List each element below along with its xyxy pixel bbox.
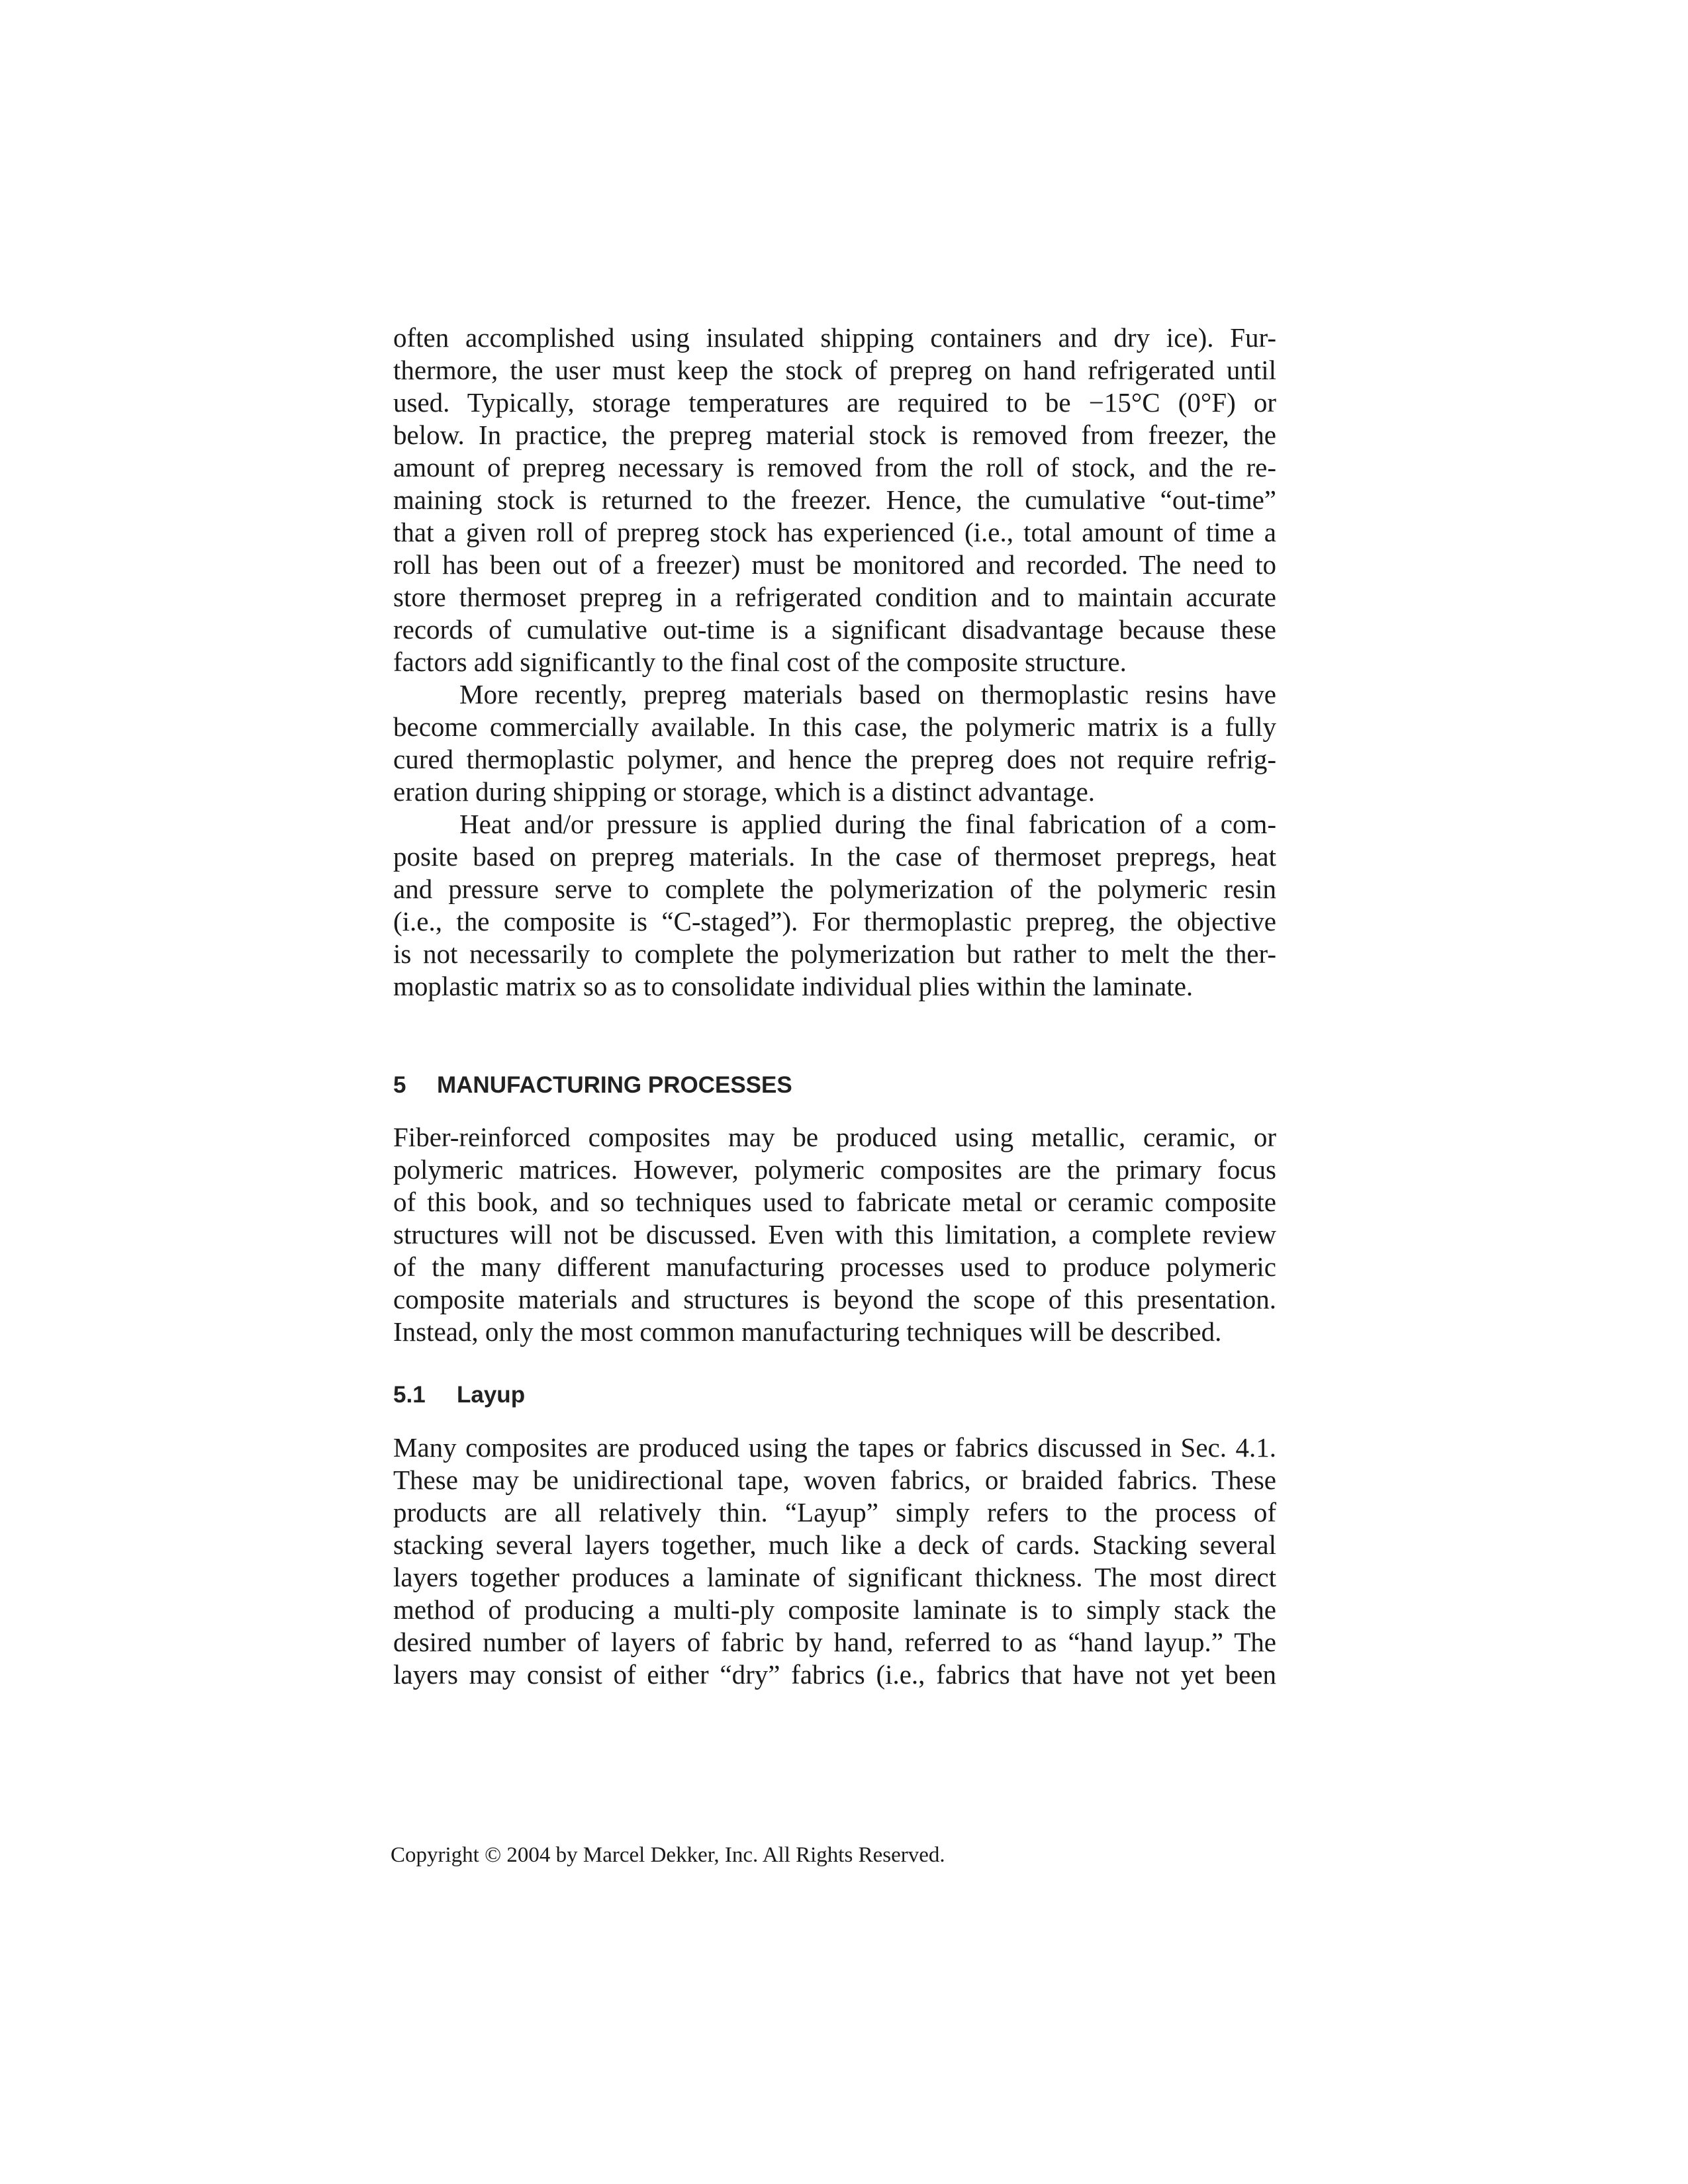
section-number: 5.1 [393, 1382, 426, 1408]
text-line: Heat and/or pressure is applied during the final fabrication of a com- [459, 809, 1276, 839]
section-heading-5-1 [393, 1382, 525, 1408]
text-line: moplastic matrix so as to consolidate individual plies within the laminate. [393, 971, 1194, 1001]
text-line: cured thermoplastic polymer, and hence the prepreg does not require refrig- [393, 744, 1276, 774]
section-title: MANUFACTURING PROCESSES [437, 1072, 792, 1098]
text-line: These may be unidirectional tape, woven fabrics, or braided fabrics. These [393, 1465, 1276, 1495]
text-line: of this book, and so techniques used to fabricate metal or ceramic composite [393, 1187, 1276, 1217]
text-line: amount of prepreg necessary is removed from the roll of stock, and the re- [393, 452, 1276, 482]
text-line: roll has been out of a freezer) must be monitored and recorded. The need to [393, 549, 1276, 580]
copyright-footer: Copyright © 2004 by Marcel Dekker, Inc. All Rights Reserved. [391, 1843, 945, 1867]
section-heading-5 [393, 1072, 792, 1099]
text-line: stacking several layers together, much like a deck of cards. Stacking several [393, 1529, 1276, 1560]
text-line: layers together produces a laminate of significant thickness. The most direct [393, 1562, 1276, 1592]
text-line: below. In practice, the prepreg material stock is removed from freezer, the [393, 420, 1276, 450]
text-line: often accomplished using insulated shipping containers and dry ice). Fur- [393, 322, 1276, 353]
text-line: eration during shipping or storage, which is a distinct advantage. [393, 776, 1096, 807]
text-line: Many composites are produced using the tapes or fabrics discussed in Sec. 4.1. [393, 1432, 1276, 1463]
text-line: posite based on prepreg materials. In the case of thermoset prepregs, heat [393, 841, 1276, 872]
section-number: 5 [393, 1072, 406, 1098]
text-line: Fiber-reinforced composites may be produced using metallic, ceramic, or [393, 1122, 1276, 1152]
text-line: factors add significantly to the final cost of the composite structure. [393, 647, 1127, 677]
section-5-paragraph [393, 1121, 1276, 1348]
text-line: store thermoset prepreg in a refrigerated condition and to maintain accurate [393, 582, 1276, 612]
text-line: products are all relatively thin. “Layup” simply refers to the process of [393, 1497, 1276, 1527]
text-line: method of producing a multi-ply composite laminate is to simply stack the [393, 1594, 1276, 1625]
section-5-1-paragraph [393, 1432, 1276, 1691]
text-line: is not necessarily to complete the polymerization but rather to melt the ther- [393, 938, 1276, 969]
text-line: and pressure serve to complete the polymerization of the polymeric resin [393, 874, 1276, 904]
text-line: used. Typically, storage temperatures are required to be −15°C (0°F) or [393, 387, 1276, 418]
text-line: polymeric matrices. However, polymeric composites are the primary focus [393, 1154, 1276, 1185]
section-title: Layup [457, 1382, 526, 1408]
text-line: Instead, only the most common manufacturing techniques will be described. [393, 1316, 1222, 1347]
text-line: become commercially available. In this case, the polymeric matrix is a fully [393, 711, 1276, 742]
text-line: maining stock is returned to the freezer. Hence, the cumulative “out-time” [393, 484, 1276, 515]
text-line: layers may consist of either “dry” fabrics (i.e., fabrics that have not yet been [393, 1659, 1276, 1690]
text-line: thermore, the user must keep the stock of prepreg on hand refrigerated until [393, 355, 1276, 385]
text-line: composite materials and structures is beyond the scope of this presentation. [393, 1284, 1276, 1314]
text-line: that a given roll of prepreg stock has experienced (i.e., total amount of time a [393, 517, 1276, 547]
body-text-top [393, 322, 1276, 1003]
text-line: records of cumulative out-time is a significant disadvantage because these [393, 614, 1276, 645]
text-line: More recently, prepreg materials based on thermoplastic resins have [459, 679, 1276, 709]
text-line: of the many different manufacturing processes used to produce polymeric [393, 1251, 1276, 1282]
text-line: structures will not be discussed. Even with this limitation, a complete review [393, 1219, 1276, 1250]
text-line: (i.e., the composite is “C-staged”). For thermoplastic prepreg, the objective [393, 906, 1276, 936]
text-line: desired number of layers of fabric by hand, referred to as “hand layup.” The [393, 1627, 1276, 1657]
